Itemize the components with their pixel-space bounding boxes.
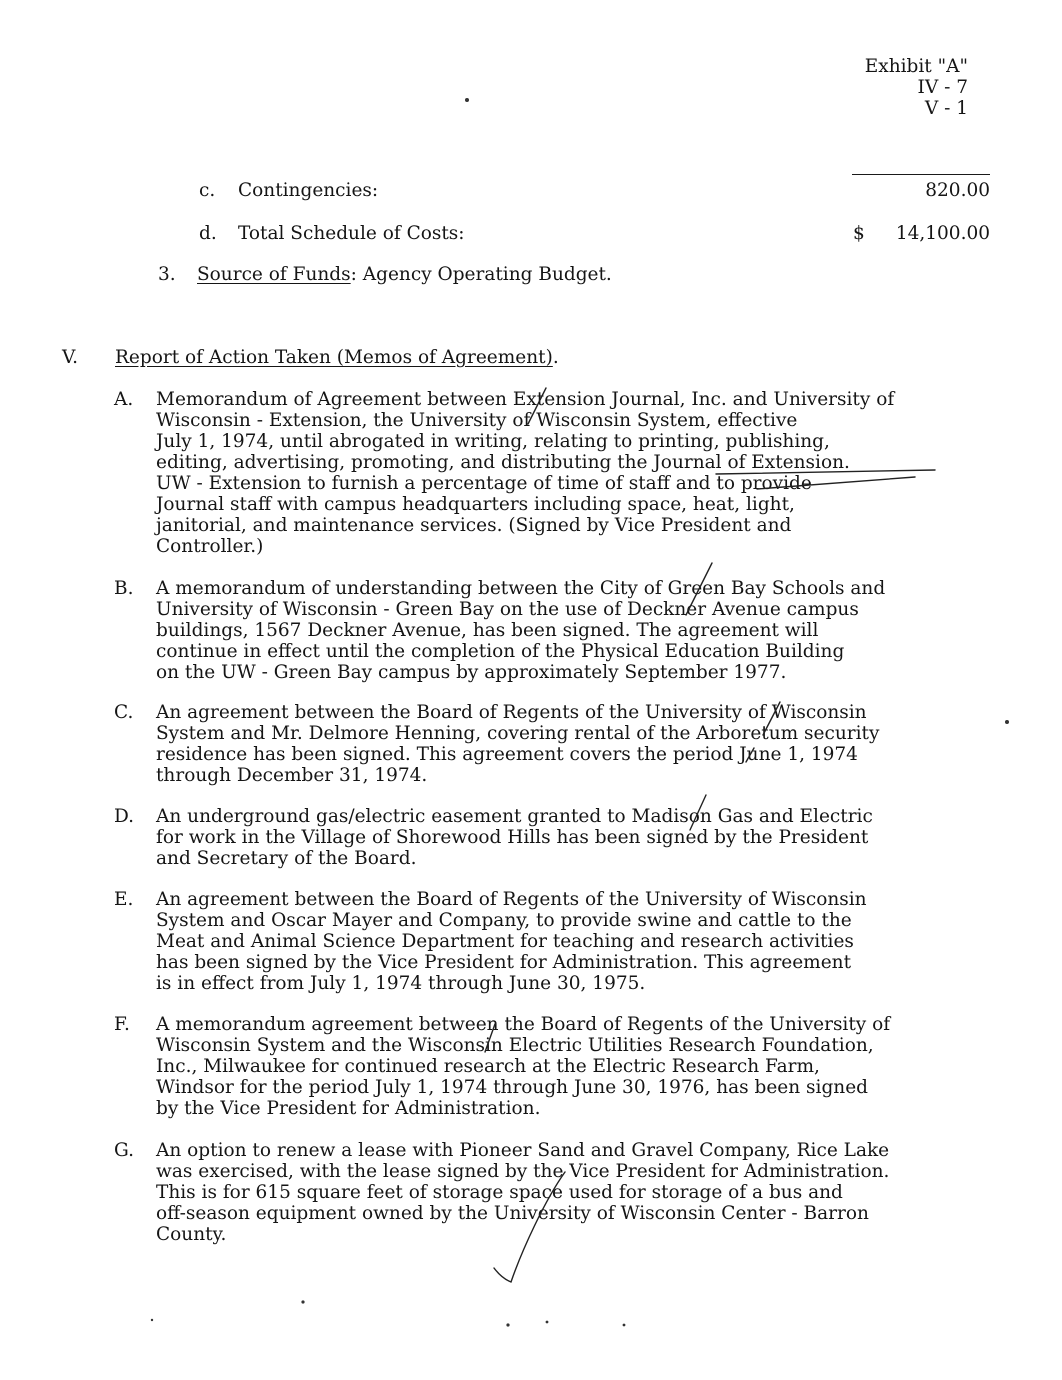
item-line: residence has been signed. This agreement covers the period June 1, 1974 bbox=[156, 744, 858, 765]
item-line: An agreement between the Board of Regents of the University of Wisconsin bbox=[156, 702, 867, 723]
scan-speck bbox=[1005, 720, 1009, 724]
item-line: was exercised, with the lease signed by the Vice President for Administration. bbox=[156, 1161, 890, 1182]
item-line: buildings, 1567 Deckner Avenue, has been signed. The agreement will bbox=[156, 620, 819, 641]
amount-rule bbox=[852, 174, 990, 175]
source-of-funds bbox=[197, 264, 612, 285]
item-letter: F. bbox=[114, 1014, 130, 1035]
item-line: on the UW - Green Bay campus by approximately September 1977. bbox=[156, 662, 787, 683]
exhibit-label: Exhibit "A" bbox=[864, 56, 968, 77]
currency-symbol: $ bbox=[853, 223, 865, 244]
item-line: An option to renew a lease with Pioneer Sand and Gravel Company, Rice Lake bbox=[156, 1140, 890, 1161]
section-ref-v: V - 1 bbox=[924, 98, 968, 119]
scan-speck bbox=[151, 1319, 153, 1321]
section-title-text: Report of Action Taken (Memos of Agreement) bbox=[115, 347, 553, 368]
total-costs-label: Total Schedule of Costs: bbox=[238, 223, 465, 244]
source-of-funds-colon: : bbox=[350, 264, 357, 285]
scan-speck bbox=[506, 1323, 509, 1326]
item-line: is in effect from July 1, 1974 through June 30, 1975. bbox=[156, 973, 646, 994]
contingencies-label: Contingencies: bbox=[238, 180, 379, 201]
item-letter: E. bbox=[114, 889, 134, 910]
item-letter: G. bbox=[114, 1140, 134, 1161]
exhibit-reference bbox=[865, 56, 968, 119]
item-line: Wisconsin System and the Wisconsin Electric Utilities Research Foundation, bbox=[156, 1035, 874, 1056]
section-title-period: . bbox=[552, 347, 559, 368]
item-line: by the Vice President for Administration. bbox=[156, 1098, 541, 1119]
funds-number: 3. bbox=[158, 264, 176, 285]
contingencies-amount: 820.00 bbox=[925, 180, 990, 201]
item-line: County. bbox=[156, 1224, 227, 1245]
item-letter: D. bbox=[114, 806, 135, 827]
item-line: System and Oscar Mayer and Company, to provide swine and cattle to the bbox=[156, 910, 852, 931]
section-numeral: V. bbox=[62, 347, 79, 368]
item-line: A memorandum agreement between the Board of Regents of the University of bbox=[156, 1014, 891, 1035]
scan-speck bbox=[623, 1324, 626, 1327]
contingencies-letter: c. bbox=[199, 180, 216, 201]
item-line: Controller.) bbox=[156, 536, 264, 557]
total-costs-amount: 14,100.00 bbox=[895, 223, 990, 244]
item-line: An underground gas/electric easement granted to Madison Gas and Electric bbox=[156, 806, 873, 827]
total-costs-letter: d. bbox=[199, 223, 217, 244]
item-line: A memorandum of understanding between the City of Green Bay Schools and bbox=[156, 578, 886, 599]
item-line: UW - Extension to furnish a percentage of time of staff and to provide bbox=[156, 473, 812, 494]
scan-speck bbox=[546, 1321, 549, 1324]
item-line: Inc., Milwaukee for continued research at the Electric Research Farm, bbox=[156, 1056, 820, 1077]
item-line: System and Mr. Delmore Henning, covering rental of the Arboretum security bbox=[156, 723, 880, 744]
scan-speck bbox=[301, 1300, 304, 1303]
item-line: for work in the Village of Shorewood Hills has been signed by the President bbox=[156, 827, 869, 848]
item-line: Wisconsin - Extension, the University of Wisconsin System, effective bbox=[156, 410, 798, 431]
item-line: University of Wisconsin - Green Bay on the use of Deckner Avenue campus bbox=[156, 599, 859, 620]
item-line: janitorial, and maintenance services. (Signed by Vice President and bbox=[156, 515, 792, 536]
item-line: has been signed by the Vice President for Administration. This agreement bbox=[156, 952, 852, 973]
item-letter: B. bbox=[114, 578, 134, 599]
item-letter: A. bbox=[114, 389, 134, 410]
item-line: An agreement between the Board of Regents of the University of Wisconsin bbox=[156, 889, 867, 910]
item-line: off-season equipment owned by the University of Wisconsin Center - Barron bbox=[156, 1203, 869, 1224]
item-line: Meat and Animal Science Department for teaching and research activities bbox=[156, 931, 854, 952]
scan-speck bbox=[465, 98, 469, 102]
item-line: Memorandum of Agreement between Extension Journal, Inc. and University of bbox=[156, 389, 895, 410]
source-of-funds-label: Source of Funds bbox=[197, 264, 351, 285]
source-of-funds-value: Agency Operating Budget. bbox=[362, 264, 612, 285]
item-line: continue in effect until the completion of the Physical Education Building bbox=[156, 641, 845, 662]
item-line: Windsor for the period July 1, 1974 through June 30, 1976, has been signed bbox=[156, 1077, 869, 1098]
item-line: Journal staff with campus headquarters including space, heat, light, bbox=[156, 494, 795, 515]
item-line: and Secretary of the Board. bbox=[156, 848, 417, 869]
item-line: through December 31, 1974. bbox=[156, 765, 428, 786]
item-line: This is for 615 square feet of storage space used for storage of a bus and bbox=[156, 1182, 843, 1203]
item-letter: C. bbox=[114, 702, 134, 723]
section-title bbox=[115, 347, 559, 368]
item-line: editing, advertising, promoting, and distributing the Journal of Extension. bbox=[156, 452, 850, 473]
item-line: July 1, 1974, until abrogated in writing, relating to printing, publishing, bbox=[156, 431, 830, 452]
section-ref-iv: IV - 7 bbox=[917, 77, 968, 98]
